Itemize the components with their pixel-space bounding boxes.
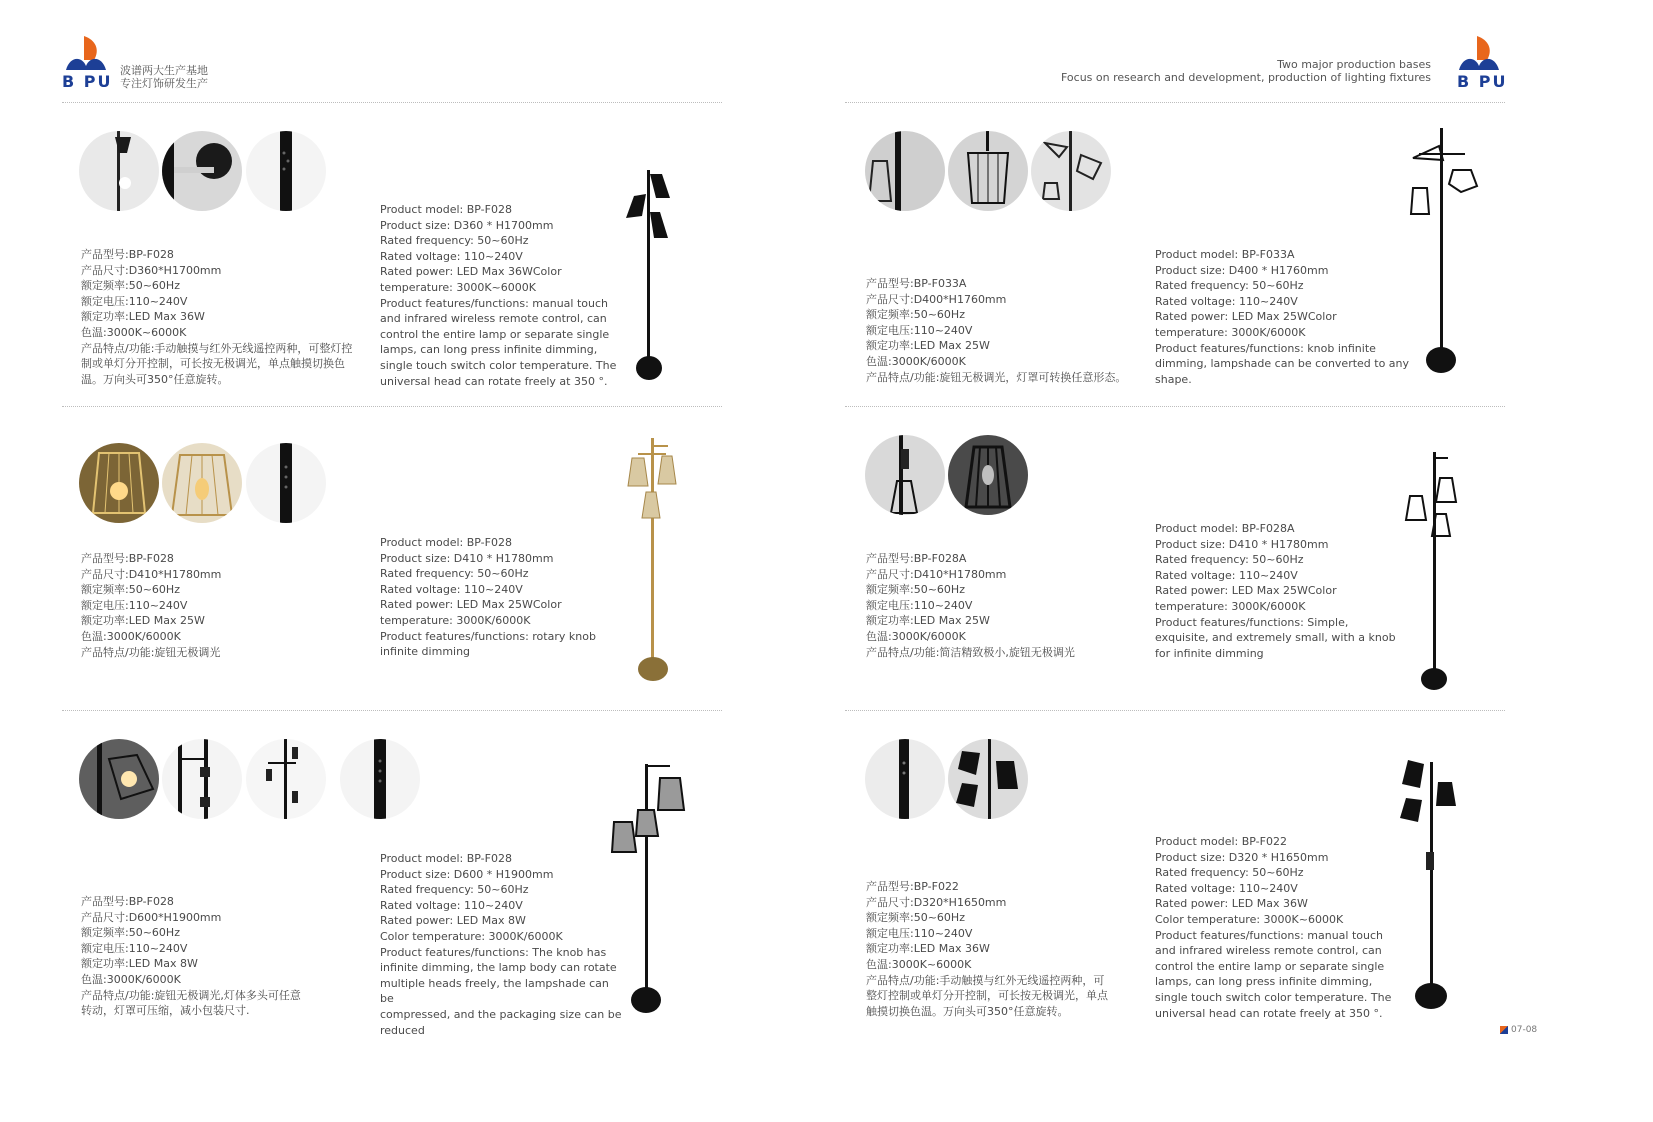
spec-line: 产品尺寸:D360*H1700mm [81,263,222,277]
floor-lamp-image [1405,126,1485,376]
brand-wordmark: B PU [62,72,113,91]
spec-line: 额定电压:110~240V [866,323,973,337]
divider [845,406,1505,407]
spec-line: 色温:3000K/6000K [866,629,966,643]
spec-line: single touch switch color temperature. The [380,358,617,372]
product-spec-cn [81,247,361,387]
spec-line: Color temperature: 3000K~6000K [1155,912,1344,926]
spec-line: temperature: 3000K~6000K [380,280,536,294]
detail-thumbnail [1031,131,1111,211]
spec-line: 温。万向头可350°任意旋转。 [81,372,229,386]
divider [62,710,722,711]
spec-line: infinite dimming [380,645,471,659]
spec-line: 产品特点/功能:旋钮无极调光，灯罩可转换任意形态。 [866,370,1127,384]
spec-line: 额定电压:110~240V [81,294,188,308]
header-cn-line1: 波谱两大生产基地 [120,64,208,77]
detail-thumbnail [948,435,1028,515]
spec-line: 额定频率:50~60Hz [81,583,180,597]
spec-line: Product features/functions: The knob has [380,945,607,959]
spec-line: 色温:3000K~6000K [81,325,187,339]
spec-line: Product features/functions: manual touch [1155,928,1384,942]
spec-line: Rated voltage: 110~240V [1155,568,1298,582]
divider [845,710,1505,711]
spec-line: 产品特点/功能:手动触摸与红外无线遥控两种，可整灯控 [81,341,353,355]
spec-line: 产品特点/功能:简洁精致极小,旋钮无极调光 [866,645,1075,659]
spec-line: 额定功率:LED Max 8W [81,957,198,971]
spec-line: control the entire lamp or separate single [1155,959,1385,973]
spec-line: Rated power: LED Max 8W [380,914,526,928]
spec-line: 额定频率:50~60Hz [866,308,965,322]
spec-line: 额定频率:50~60Hz [866,583,965,597]
spec-line: temperature: 3000K/6000K [1155,599,1306,613]
spec-line: 额定功率:LED Max 25W [81,614,205,628]
spec-line: and infrared wireless remote control, can [1155,944,1382,958]
spec-line: 产品型号:BP-F033A [866,277,967,290]
spec-line: Product features/functions: Simple, [1155,615,1349,629]
spec-line: 色温:3000K/6000K [81,972,181,986]
detail-thumbnail [948,739,1028,819]
spec-line: Rated frequency: 50~60Hz [1155,553,1304,567]
spec-line: 额定频率:50~60Hz [81,926,180,940]
spec-line: Product features/functions: knob infinite [1155,341,1376,355]
spec-line: 产品特点/功能:旋钮无极调光,灯体多头可任意 [81,988,301,1002]
product-spec-en [380,535,620,660]
spec-line: Product model: BP-F028A [1155,522,1295,535]
spec-line: Rated power: LED Max 25WColor [1155,310,1337,324]
header-en-line2: Focus on research and development, production of lighting fixtures [1061,71,1431,84]
spec-line: 产品型号:BP-F028A [866,552,967,565]
divider [845,102,1505,103]
spec-line: Rated voltage: 110~240V [380,898,523,912]
logo-left [62,34,122,94]
detail-thumbnail [246,739,326,819]
spec-line: 产品尺寸:D400*H1760mm [866,292,1007,306]
spec-line: 产品型号:BP-F028 [81,248,174,261]
spec-line: 额定电压:110~240V [81,941,188,955]
spec-line: Rated power: LED Max 36W [1155,897,1308,911]
spec-line: Product size: D410 * H1780mm [1155,537,1329,551]
spec-line: 额定功率:LED Max 25W [866,614,990,628]
spec-line: 色温:3000K/6000K [866,354,966,368]
spec-line: Product features/functions: manual touch [380,296,609,310]
detail-thumbnail [865,435,945,515]
spec-line: 产品尺寸:D320*H1650mm [866,895,1007,909]
floor-lamp-image [624,436,684,686]
spec-line: universal head can rotate freely at 350 °. [1155,1006,1383,1020]
spec-line: Product model: BP-F028 [380,536,512,549]
detail-thumbnail [865,739,945,819]
detail-thumbnail [162,131,242,211]
divider [62,102,722,103]
spec-line: Product model: BP-F028 [380,852,512,865]
spec-line: Rated frequency: 50~60Hz [1155,866,1304,880]
spec-line: 产品特点/功能:旋钮无极调光 [81,645,221,659]
detail-thumbnail [246,443,326,523]
spec-line: Product size: D320 * H1650mm [1155,850,1329,864]
page-number: 07-08 [1511,1025,1538,1035]
spec-line: 额定功率:LED Max 36W [81,310,205,324]
detail-thumbnail [948,131,1028,211]
spec-line: universal head can rotate freely at 350 °. [380,374,608,388]
spec-line: Product size: D600 * H1900mm [380,867,554,881]
spec-line: Rated voltage: 110~240V [1155,881,1298,895]
spec-line: 额定频率:50~60Hz [81,279,180,293]
header-cn-line2: 专注灯饰研发生产 [120,77,208,90]
spec-line: 额定频率:50~60Hz [866,911,965,925]
spec-line: 产品型号:BP-F028 [81,552,174,565]
product-spec-en [1155,834,1405,1021]
spec-line: 产品型号:BP-F022 [866,880,959,893]
brand-wordmark: B PU [1457,72,1508,91]
product-spec-cn [81,894,361,1019]
detail-thumbnail [865,131,945,211]
spec-line: temperature: 3000K/6000K [380,613,531,627]
detail-thumbnail [246,131,326,211]
divider [62,406,722,407]
spec-line: Product model: BP-F028 [380,203,512,216]
spec-line: 额定电压:110~240V [866,598,973,612]
spec-line: Product size: D360 * H1700mm [380,218,554,232]
spec-line: 产品尺寸:D600*H1900mm [81,910,222,924]
spec-line: Product size: D410 * H1780mm [380,551,554,565]
spec-line: Rated voltage: 110~240V [1155,294,1298,308]
spec-line: Rated power: LED Max 36WColor [380,265,562,279]
spec-line: 色温:3000K~6000K [866,957,972,971]
detail-thumbnail [79,443,159,523]
spec-line: Rated frequency: 50~60Hz [380,883,529,897]
spec-line: 额定功率:LED Max 25W [866,339,990,353]
product-spec-en [380,202,620,389]
spec-line: 产品特点/功能:手动触摸与红外无线遥控两种，可 [866,973,1105,987]
header-cn-tagline [120,64,208,90]
product-spec-en [1155,521,1415,661]
product-spec-cn [866,551,1146,660]
spec-line: single touch switch color temperature. The [1155,990,1392,1004]
product-spec-cn [81,551,361,660]
spec-line: infinite dimming, the lamp body can rotate [380,961,617,975]
spec-line: Rated power: LED Max 25WColor [1155,584,1337,598]
spec-line: temperature: 3000K/6000K [1155,325,1306,339]
spec-line: 产品型号:BP-F028 [81,895,174,908]
spec-line: Product features/functions: rotary knob [380,629,596,643]
spec-line: Rated frequency: 50~60Hz [380,567,529,581]
spec-line: exquisite, and extremely small, with a knob [1155,631,1396,645]
spec-line: 额定电压:110~240V [866,926,973,940]
floor-lamp-image [620,160,680,382]
spec-line: Rated power: LED Max 25WColor [380,598,562,612]
spec-line: compressed, and the packaging size can be [380,1007,622,1021]
header-en-tagline [1061,58,1431,84]
spec-line: dimming, lampshade can be converted to any [1155,357,1410,371]
detail-thumbnail [340,739,420,819]
spec-line: Rated frequency: 50~60Hz [1155,279,1304,293]
spec-line: Color temperature: 3000K/6000K [380,929,563,943]
spec-line: 整灯控制或单灯分开控制，可长按无极调光，单点 [866,989,1108,1003]
page-corner-mark [1500,1026,1508,1034]
floor-lamp-image [1398,758,1464,1012]
spec-line: Product model: BP-F022 [1155,835,1287,848]
spec-line: Rated voltage: 110~240V [380,249,523,263]
spec-line: Rated voltage: 110~240V [380,582,523,596]
spec-line: lamps, can long press infinite dimming, [1155,975,1373,989]
detail-thumbnail [79,131,159,211]
spec-line: 触摸切换色温。万向头可350°任意旋转。 [866,1004,1069,1018]
spec-line: 产品尺寸:D410*H1780mm [81,567,222,581]
spec-line: Product model: BP-F033A [1155,248,1295,261]
logo-right [1455,34,1515,94]
spec-line: reduced [380,1023,425,1037]
spec-line: 额定电压:110~240V [81,598,188,612]
spec-line: and infrared wireless remote control, can [380,312,607,326]
spec-line: lamps, can long press infinite dimming, [380,343,598,357]
spec-line: multiple heads freely, the lampshade can be [380,976,613,1006]
spec-line: Product size: D400 * H1760mm [1155,263,1329,277]
spec-line: control the entire lamp or separate single [380,327,610,341]
spec-line: shape. [1155,372,1192,386]
product-spec-cn [866,879,1146,1019]
floor-lamp-image [608,760,688,1016]
detail-thumbnail [162,443,242,523]
product-spec-cn [866,276,1146,385]
spec-line: 制或单灯分开控制，可长按无极调光，单点触摸切换色 [81,357,345,371]
header-en-line1: Two major production bases [1277,58,1431,71]
spec-line: 额定功率:LED Max 36W [866,942,990,956]
spec-line: 转动，灯罩可压缩，减小包装尺寸. [81,1004,250,1018]
spec-line: 产品尺寸:D410*H1780mm [866,567,1007,581]
spec-line: for infinite dimming [1155,646,1264,660]
product-spec-en [380,851,625,1038]
detail-thumbnail [162,739,242,819]
spec-line: 色温:3000K/6000K [81,629,181,643]
product-spec-en [1155,247,1415,387]
spec-line: Rated frequency: 50~60Hz [380,234,529,248]
floor-lamp-image [1400,450,1470,694]
detail-thumbnail [79,739,159,819]
